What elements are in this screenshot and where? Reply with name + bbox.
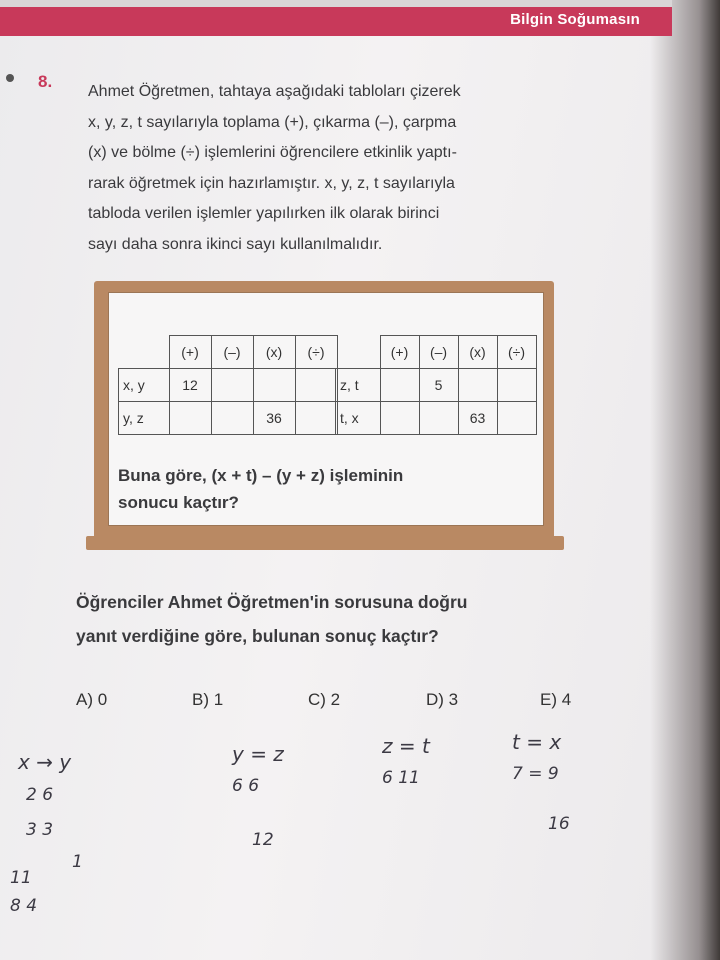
page-edge-shadow (650, 0, 720, 960)
board-ledge (86, 536, 564, 550)
table-cell: 63 (458, 402, 497, 435)
table-header-cell: (–) (211, 336, 253, 369)
handwriting-note: 8 4 (10, 896, 38, 916)
table-header-row (336, 336, 537, 369)
table-cell (419, 402, 458, 435)
table-cell (458, 369, 497, 402)
handwriting-note: z = t (382, 734, 430, 758)
question-line: Ahmet Öğretmen, tahtaya aşağıdaki tabloları çizerek (88, 83, 461, 100)
table-cell (380, 369, 419, 402)
table-header-cell: (+) (380, 336, 419, 369)
margin-dot (6, 74, 14, 82)
table-cell (211, 369, 253, 402)
table-header-cell: (÷) (497, 336, 536, 369)
table-header-row (119, 336, 338, 369)
header-title: Bilgin Soğumasın (510, 11, 640, 28)
table-cell (497, 402, 536, 435)
handwriting-note: 6 11 (382, 768, 420, 788)
handwriting-note: 2 6 (26, 785, 54, 805)
board-question-line: Buna göre, (x + t) – (y + z) işleminin (118, 466, 404, 485)
row-label: y, z (119, 402, 170, 435)
table-header-cell: (–) (419, 336, 458, 369)
header-top-strip (0, 0, 672, 7)
question-line: (x) ve bölme (÷) işlemlerini öğrencilere etkinlik yaptı- (88, 144, 457, 161)
question-line: sayı daha sonra ikinci sayı kullanılmalıdır. (88, 235, 383, 253)
row-label: z, t (336, 369, 381, 402)
board-question-line: sonucu kaçtır? (118, 493, 239, 512)
handwriting-note: 6 6 (232, 776, 260, 796)
table-cell (380, 402, 419, 435)
table-cell (169, 402, 211, 435)
table-cell (497, 369, 536, 402)
table-header-cell: (x) (253, 336, 295, 369)
table-cell (295, 402, 337, 435)
handwriting-note: 3 3 (26, 820, 54, 840)
student-question-line: Öğrenciler Ahmet Öğretmen'in sorusuna doğru (76, 592, 468, 612)
table-right (335, 335, 537, 435)
choice-b[interactable]: B) 1 (192, 690, 224, 709)
table-left (118, 335, 338, 435)
row-label: t, x (336, 402, 381, 435)
table-row (119, 402, 338, 435)
student-question (76, 585, 596, 653)
question-line: x, y, z, t sayılarıyla toplama (+), çıkarma (–), çarpma (88, 113, 457, 131)
question-line: tabloda verilen işlemler yapılırken ilk olarak birinci (88, 205, 440, 222)
question-line: rarak öğretmek için hazırlamıştır. x, y, z, t sayılarıyla (88, 174, 455, 192)
table-row (336, 402, 537, 435)
handwriting-note: 16 (548, 814, 570, 834)
choice-c[interactable]: C) 2 (308, 690, 341, 709)
table-header-cell: (÷) (295, 336, 337, 369)
table-row (336, 369, 537, 402)
choice-e[interactable]: E) 4 (540, 690, 572, 709)
question-number: 8. (38, 72, 53, 91)
table-cell (253, 369, 295, 402)
row-label: x, y (119, 369, 170, 402)
handwriting-note: 7 = 9 (512, 764, 559, 784)
handwriting-note: 1 (72, 852, 83, 872)
handwriting-note: 11 (10, 868, 32, 888)
student-question-line: yanıt verdiğine göre, bulunan sonuç kaçtır? (76, 626, 439, 646)
handwriting-note: y = z (232, 742, 284, 766)
table-cell: 5 (419, 369, 458, 402)
handwriting-note: t = x (512, 730, 562, 754)
table-header-cell: (+) (169, 336, 211, 369)
table-cell: 36 (253, 402, 295, 435)
table-cell: 12 (169, 369, 211, 402)
choice-a[interactable]: A) 0 (76, 690, 108, 709)
handwriting-note: 12 (252, 830, 274, 850)
handwriting-note: x → y (18, 750, 72, 774)
choice-d[interactable]: D) 3 (426, 690, 459, 709)
table-row (119, 369, 338, 402)
table-cell (211, 402, 253, 435)
table-cell (295, 369, 337, 402)
board-question (118, 462, 538, 516)
question-text (88, 77, 568, 260)
table-header-cell: (x) (458, 336, 497, 369)
